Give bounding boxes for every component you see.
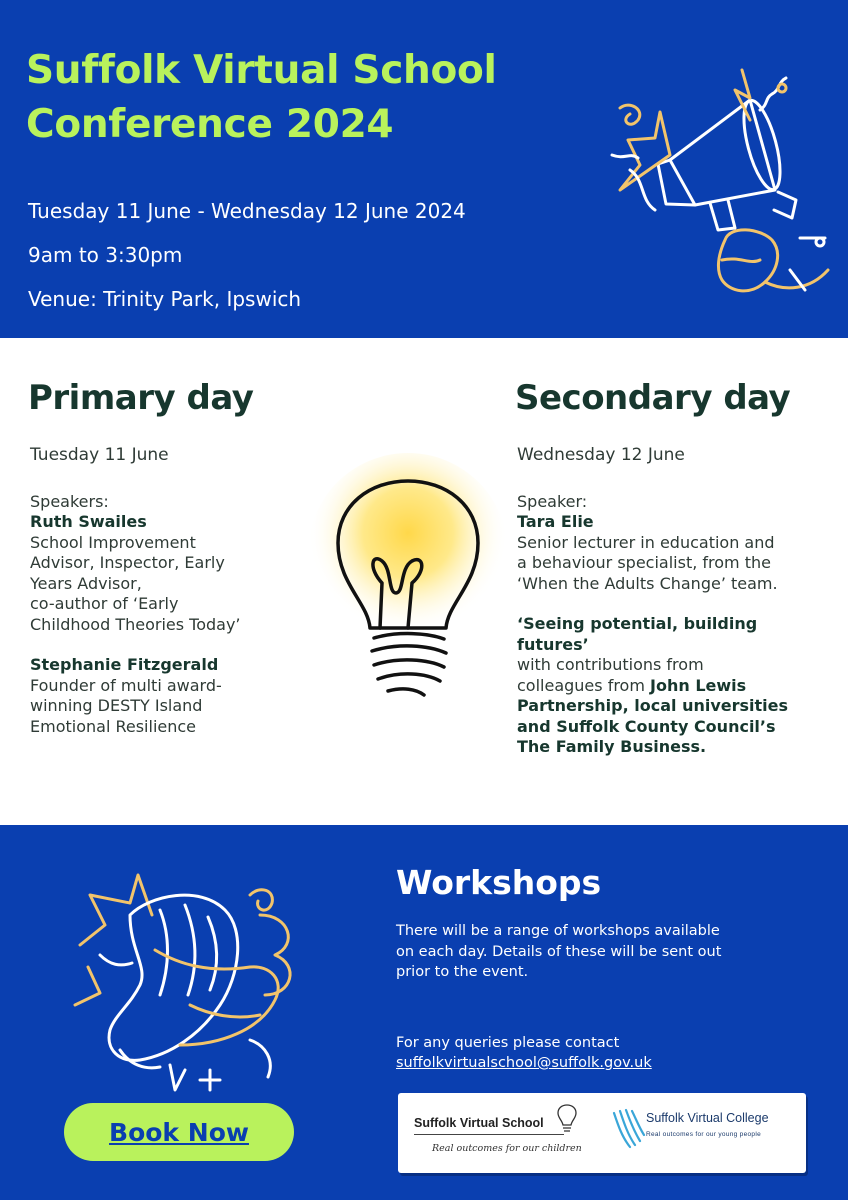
- speakers-label: Speakers:: [30, 491, 109, 511]
- school-logo-tagline: Real outcomes for our children: [432, 1143, 582, 1154]
- speaker-description: Advisor, Inspector, Early: [30, 553, 225, 572]
- secondary-day-heading: Secondary day: [515, 378, 791, 418]
- speaker-description: ‘When the Adults Change’ team.: [517, 573, 778, 593]
- session-title: futures’: [517, 634, 589, 654]
- speaker-name: Stephanie Fitzgerald: [30, 655, 219, 674]
- header-section: [0, 0, 848, 338]
- primary-day-heading: Primary day: [28, 378, 254, 418]
- speaker-name: Tara Elie: [517, 512, 594, 531]
- high-five-hands-icon: [60, 855, 310, 1105]
- contact-info: [396, 1033, 826, 1073]
- book-now-label[interactable]: Book Now: [109, 1117, 249, 1147]
- speaker-description: Senior lecturer in education and: [517, 532, 775, 552]
- contributor-name: Partnership, local universities: [517, 696, 789, 715]
- workshops-heading: Workshops: [396, 863, 602, 902]
- college-logo-icon: [608, 1107, 646, 1151]
- title-line-1: Suffolk Virtual School: [26, 48, 497, 93]
- partner-logos: [398, 1093, 806, 1173]
- college-logo-name: Suffolk Virtual College: [646, 1111, 769, 1125]
- school-logo-bulb-icon: [556, 1103, 578, 1135]
- contributions-text-part: colleagues from: [517, 675, 651, 695]
- school-logo-name: Suffolk Virtual School: [414, 1116, 544, 1130]
- speaker-description: School Improvement: [30, 532, 196, 552]
- contact-email-link[interactable]: suffolkvirtualschool@suffolk.gov.uk: [396, 1055, 652, 1071]
- contributor-name: The Family Business.: [517, 737, 707, 756]
- speaker-label: Speaker:: [517, 491, 588, 511]
- contributor-name: and Suffolk County Council’s: [517, 716, 776, 736]
- workshops-text-line: on each day. Details of these will be sent out: [396, 943, 722, 960]
- session-title: ‘Seeing potential, building: [517, 614, 758, 633]
- contributions-text: with contributions from: [517, 655, 704, 674]
- speaker-description: Years Advisor,: [30, 573, 142, 593]
- speaker-name: Ruth Swailes: [30, 512, 147, 531]
- secondary-date: Wednesday 12 June: [517, 445, 685, 465]
- workshops-text-line: There will be a range of workshops available: [396, 923, 720, 939]
- speaker-description: co-author of ‘Early: [30, 594, 179, 613]
- days-section: [0, 338, 848, 825]
- secondary-day-details: [517, 445, 837, 758]
- megaphone-icon: [600, 60, 840, 320]
- event-dates: Tuesday 11 June - Wednesday 12 June 2024: [28, 199, 466, 223]
- page-title: [26, 44, 606, 152]
- primary-date: Tuesday 11 June: [30, 445, 169, 465]
- event-venue: Venue: Trinity Park, Ipswich: [28, 287, 302, 311]
- contact-label: For any queries please contact: [396, 1035, 620, 1051]
- speaker-description: Childhood Theories Today’: [30, 614, 241, 634]
- speaker-description: Founder of multi award-: [30, 675, 222, 695]
- book-now-button[interactable]: [64, 1103, 294, 1161]
- logo-divider: [414, 1134, 564, 1135]
- workshops-text-line: prior to the event.: [396, 964, 529, 980]
- title-line-2: Conference 2024: [26, 102, 394, 147]
- speaker-description: winning DESTY Island: [30, 696, 203, 715]
- lightbulb-icon: [308, 443, 508, 743]
- speaker-description: a behaviour specialist, from the: [517, 553, 771, 572]
- contributions-text: [517, 676, 837, 697]
- college-logo-tagline: Real outcomes for our young people: [646, 1131, 761, 1138]
- speaker-description: Emotional Resilience: [30, 716, 197, 736]
- event-time: 9am to 3:30pm: [28, 243, 183, 267]
- contributor-name: John Lewis: [650, 675, 747, 695]
- workshops-description: [396, 921, 816, 983]
- primary-day-details: [30, 445, 300, 737]
